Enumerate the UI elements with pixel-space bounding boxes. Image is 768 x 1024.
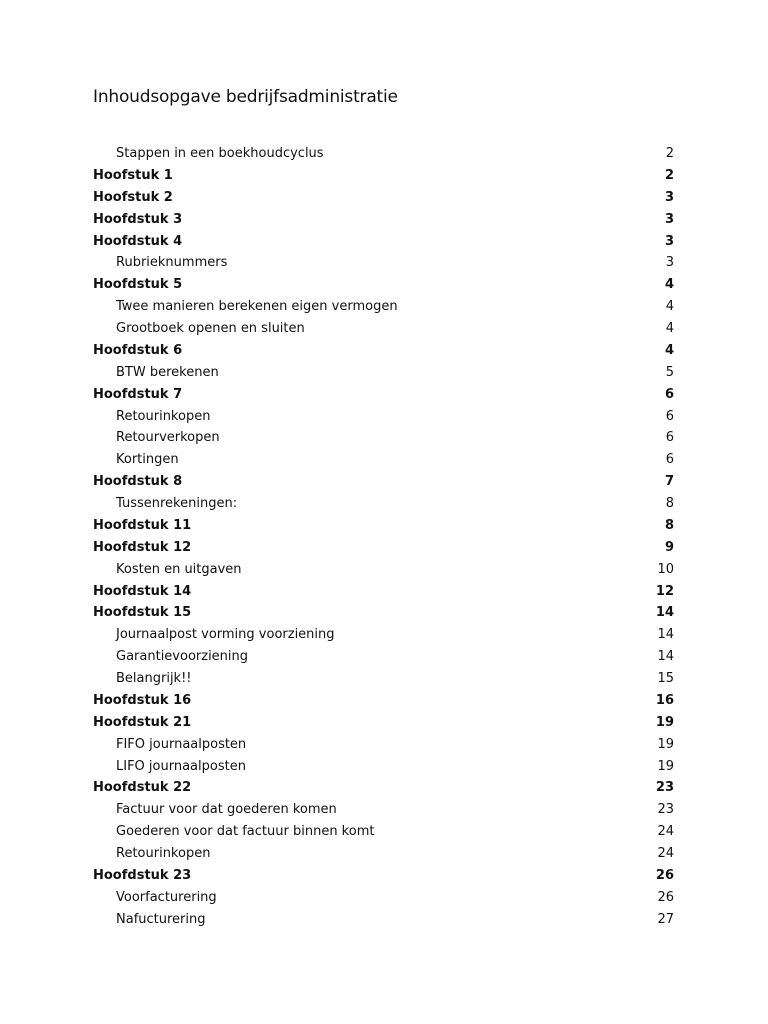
toc-entry-label: Goederen voor dat factuur binnen komt [116, 824, 375, 840]
toc-entry-label: Hoofdstuk 7 [93, 386, 183, 402]
toc-page-number: 24 [657, 846, 674, 861]
toc-page-number: 27 [657, 911, 674, 927]
toc-chapter-entry[interactable] [93, 165, 674, 187]
toc-entry-label: Garantievoorziening [116, 649, 249, 665]
toc-section-entry[interactable] [93, 756, 674, 778]
toc-chapter-entry[interactable] [93, 471, 674, 493]
toc-entry-label: FIFO journaalposten [116, 736, 247, 752]
toc-entry-label: Hoofdstuk 12 [93, 539, 192, 555]
toc-page-number: 14 [657, 649, 674, 665]
toc-page-number: 4 [665, 299, 674, 315]
toc-section-entry[interactable] [93, 493, 674, 515]
toc-entry-label: Hoofdstuk 11 [93, 517, 192, 533]
toc-entry-label: Hoofdstuk 3 [93, 211, 183, 227]
toc-entry-label: Retourinkopen [116, 846, 211, 861]
toc-entry-label: Grootboek openen en sluiten [116, 321, 305, 336]
toc-page-number: 3 [665, 255, 674, 271]
toc-section-entry[interactable] [93, 821, 674, 843]
toc-chapter-entry[interactable] [93, 231, 674, 253]
toc-section-entry[interactable] [93, 296, 674, 318]
toc-section-entry[interactable] [93, 887, 674, 909]
toc-section-entry[interactable] [93, 909, 674, 931]
toc-section-entry[interactable] [93, 362, 674, 384]
toc-page-number: 19 [655, 714, 674, 730]
toc-section-entry[interactable] [93, 843, 674, 865]
toc-entry-label: Journaalpost vorming voorziening [116, 627, 335, 643]
toc-entry-label: Hoofdstuk 5 [93, 277, 183, 293]
toc-section-entry[interactable] [93, 624, 674, 646]
toc-entry-label: Retourinkopen [116, 408, 211, 424]
toc-chapter-entry[interactable] [93, 209, 674, 231]
toc-page-number: 6 [665, 430, 674, 446]
toc-section-entry[interactable] [93, 668, 674, 690]
toc-entry-label: Hoofstuk 2 [93, 189, 173, 205]
toc-page-number: 6 [665, 452, 674, 468]
toc-chapter-entry[interactable] [93, 865, 674, 887]
toc-page-number: 15 [657, 671, 674, 686]
toc-page-number: 14 [657, 627, 674, 643]
toc-section-entry[interactable] [93, 799, 674, 821]
toc-entry-label: Tussenrekeningen: [116, 496, 238, 511]
toc-page-number: 19 [657, 758, 674, 774]
toc-page-number: 4 [664, 342, 674, 358]
toc-chapter-entry[interactable] [93, 537, 674, 559]
toc-section-entry[interactable] [93, 734, 674, 756]
toc-section-entry[interactable] [93, 406, 674, 428]
toc-entry-label: Twee manieren berekenen eigen vermogen [116, 299, 398, 315]
toc-page-number: 10 [657, 561, 674, 577]
toc-page-number: 26 [657, 889, 674, 905]
toc-entry-label: Stappen in een boekhoudcyclus [116, 146, 324, 161]
toc-chapter-entry[interactable] [93, 515, 674, 537]
toc-entry-label: Hoofdstuk 16 [93, 692, 192, 708]
toc-page-number: 3 [664, 189, 674, 205]
toc-entry-label: Hoofdstuk 14 [93, 583, 192, 599]
toc-section-entry[interactable] [93, 449, 674, 471]
toc-section-entry[interactable] [93, 318, 674, 340]
toc-section-entry[interactable] [93, 252, 674, 274]
toc-page-number: 23 [655, 780, 674, 796]
toc-page-number: 26 [655, 867, 674, 883]
toc-page-number: 8 [664, 517, 674, 533]
toc-entry-label: Voorfacturering [116, 889, 217, 905]
toc-entry-label: Rubrieknummers [116, 255, 228, 271]
toc-chapter-entry[interactable] [93, 384, 674, 406]
toc-chapter-entry[interactable] [93, 602, 674, 624]
toc-entry-label: Retourverkopen [116, 430, 220, 446]
toc-page-number: 2 [665, 146, 674, 161]
table-of-contents [93, 143, 674, 931]
toc-page-number: 14 [655, 605, 674, 621]
toc-entry-label: Hoofdstuk 6 [93, 342, 183, 358]
toc-page-number: 24 [657, 824, 674, 840]
toc-section-entry[interactable] [93, 559, 674, 581]
toc-page-number: 16 [655, 692, 674, 708]
toc-entry-label: LIFO journaalposten [116, 758, 246, 774]
toc-chapter-entry[interactable] [93, 274, 674, 296]
toc-page-number: 3 [664, 211, 674, 227]
toc-chapter-entry[interactable] [93, 581, 674, 603]
toc-page-number: 23 [657, 802, 674, 818]
toc-page-number: 4 [665, 321, 674, 336]
toc-entry-label: Hoofdstuk 23 [93, 867, 192, 883]
toc-section-entry[interactable] [93, 143, 674, 165]
toc-entry-label: Hoofdstuk 8 [93, 474, 183, 490]
toc-chapter-entry[interactable] [93, 777, 674, 799]
toc-entry-label: Hoofdstuk 15 [93, 605, 192, 621]
toc-page-number: 19 [657, 736, 674, 752]
toc-page-number: 6 [664, 386, 674, 402]
toc-chapter-entry[interactable] [93, 340, 674, 362]
toc-page-number: 7 [664, 474, 674, 490]
toc-entry-label: Nafucturering [116, 911, 206, 927]
toc-page-number: 12 [655, 583, 674, 599]
toc-section-entry[interactable] [93, 427, 674, 449]
toc-entry-label: Kosten en uitgaven [116, 561, 242, 577]
toc-entry-label: Hoofdstuk 21 [93, 714, 192, 730]
toc-section-entry[interactable] [93, 646, 674, 668]
toc-entry-label: Belangrijk!! [116, 671, 192, 686]
toc-entry-label: Hoofstuk 1 [93, 167, 173, 183]
toc-entry-label: Factuur voor dat goederen komen [116, 802, 337, 818]
toc-page-number: 6 [665, 408, 674, 424]
toc-chapter-entry[interactable] [93, 712, 674, 734]
toc-chapter-entry[interactable] [93, 690, 674, 712]
toc-page-number: 9 [664, 539, 674, 555]
toc-page-number: 2 [664, 167, 674, 183]
toc-page-number: 4 [664, 277, 674, 293]
toc-entry-label: Hoofdstuk 22 [93, 780, 192, 796]
toc-entry-label: BTW berekenen [116, 364, 219, 380]
toc-entry-label: Hoofdstuk 4 [93, 233, 183, 249]
toc-page-number: 3 [664, 233, 674, 249]
document-title: Inhoudsopgave bedrijfsadministratie [93, 87, 398, 107]
toc-page-number: 8 [665, 496, 674, 511]
toc-entry-label: Kortingen [116, 452, 179, 468]
toc-chapter-entry[interactable] [93, 187, 674, 209]
toc-page-number: 5 [665, 364, 674, 380]
